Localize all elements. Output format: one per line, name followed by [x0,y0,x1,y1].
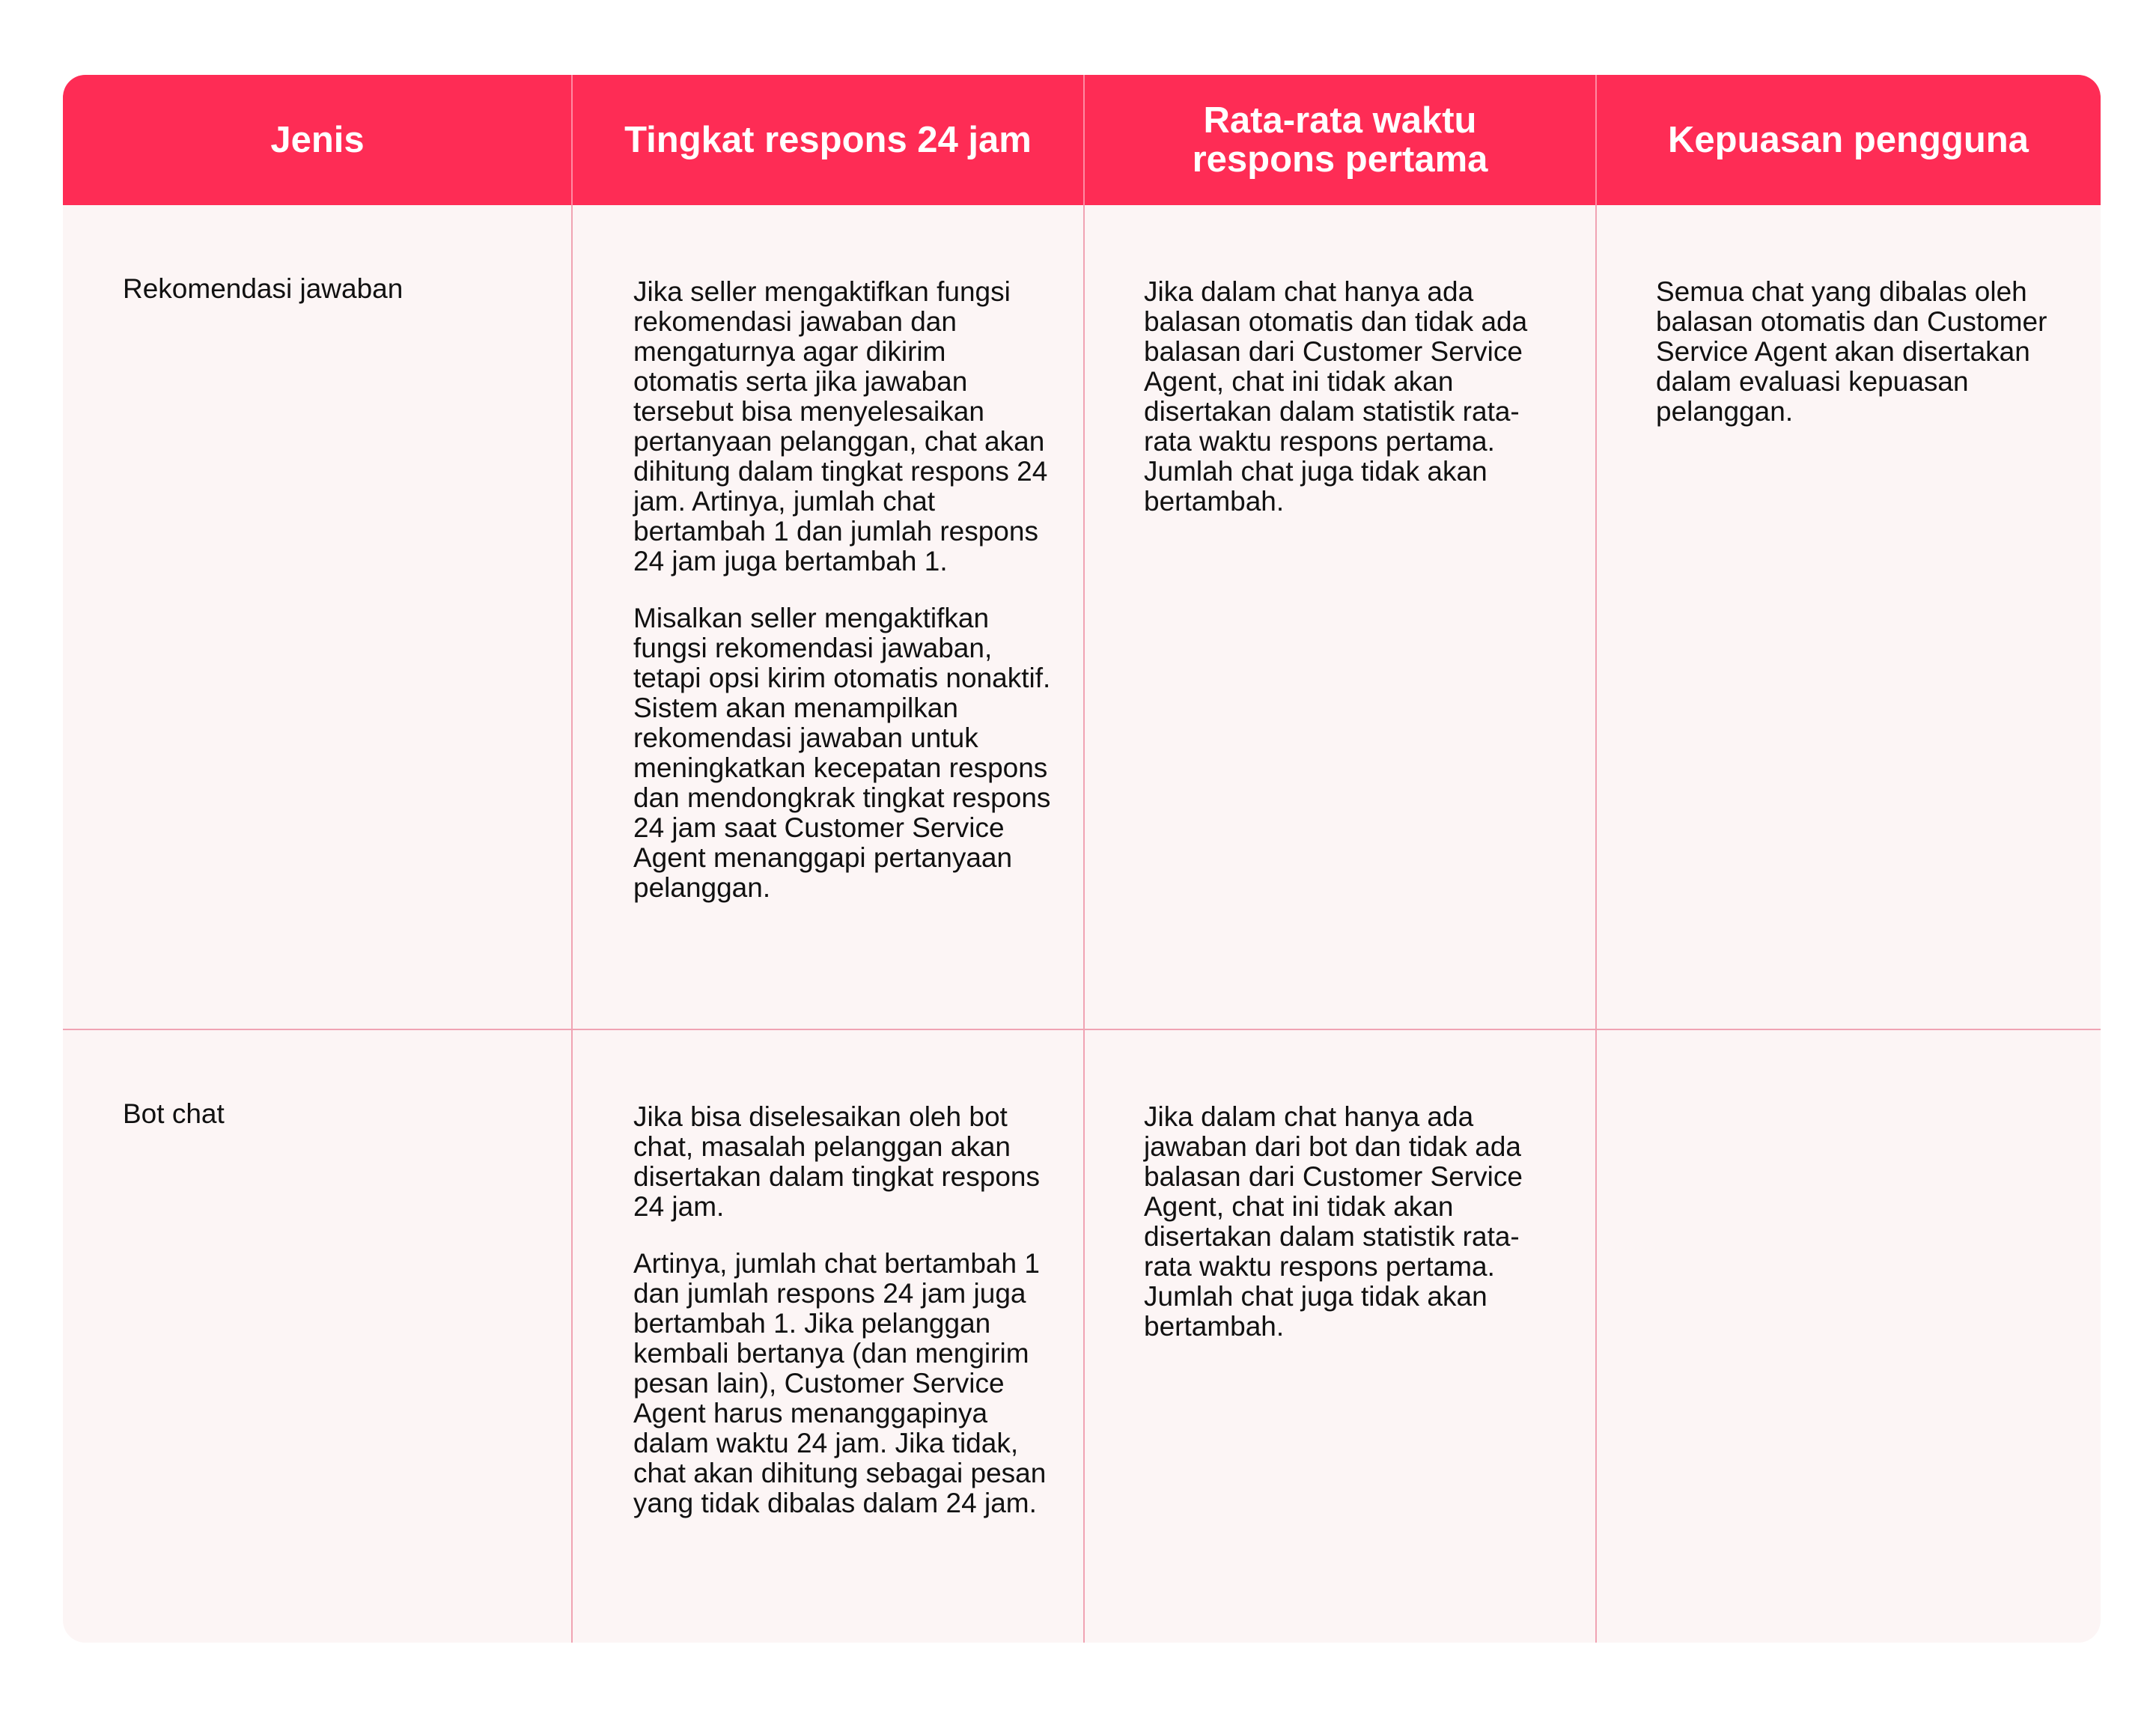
column-divider [1083,205,1085,1643]
cell-paragraph: Jika bisa diselesaikan oleh bot chat, masalah pelanggan akan disertakan dalam tingkat respons 24 jam. [633,1101,1040,1222]
column-divider [1595,205,1597,1643]
cell-paragraph: Artinya, jumlah chat bertambah 1 dan jumlah respons 24 jam juga bertambah 1. Jika pelanggan kembali bertanya (dan mengirim pesan lain), Customer Service Agent harus menanggapinya dalam waktu 24 jam. Jika tidak, chat akan dihitung sebagai pesan yang tidak dibalas dalam 24 jam. [633,1248,1047,1518]
row-response-rate-cell [633,1102,1053,1518]
header-divider [571,75,573,205]
row-response-rate-cell [633,277,1053,903]
cell-paragraph: Jika seller mengaktifkan fungsi rekomendasi jawaban dan mengaturnya agar dikirim otomatis serta jika jawaban tersebut bisa menyelesaikan pertanyaan pelanggan, chat akan dihitung dalam tingkat respons 24 jam. Artinya, jumlah chat bertambah 1 dan jumlah respons 24 jam juga bertambah 1. [633,276,1048,576]
row-type-label: Bot chat [123,1098,225,1129]
row-avg-first-response-cell: Jika dalam chat hanya ada jawaban dari bot dan tidak ada balasan dari Customer Service Agent, chat ini tidak akan disertakan dalam statistik rata-rata waktu respons pertama. Jumlah chat juga tidak akan bertambah. [1144,1101,1523,1342]
row-type-label: Rekomendasi jawaban [123,273,404,304]
comparison-table [63,75,2101,1643]
cell-paragraph: Misalkan seller mengaktifkan fungsi rekomendasi jawaban, tetapi opsi kirim otomatis nonaktif. Sistem akan menampilkan rekomendasi jawaban untuk meningkatkan kecepatan respons dan mendongkrak tingkat respons 24 jam saat Customer Service Agent menanggapi pertanyaan pelanggan. [633,603,1051,903]
column-divider [571,205,573,1643]
row-avg-first-response-cell: Jika dalam chat hanya ada balasan otomatis dan tidak ada balasan dari Customer Service Agent, chat ini tidak akan disertakan dalam statistik rata-rata waktu respons pertama. Jumlah chat juga tidak akan bertambah. [1144,276,1528,517]
row-divider [63,1029,2101,1030]
row-user-satisfaction-cell: Semua chat yang dibalas oleh balasan otomatis dan Customer Service Agent akan disertakan dalam evaluasi kepuasan pelanggan. [1656,276,2047,427]
header-divider [1083,75,1085,205]
header-response-rate: Tingkat respons 24 jam [624,120,1032,160]
header-jenis: Jenis [270,120,365,160]
header-divider [1595,75,1597,205]
header-user-satisfaction: Kepuasan pengguna [1668,120,2029,160]
header-avg-first-response: Rata-rata waktu respons pertama [1192,100,1488,180]
